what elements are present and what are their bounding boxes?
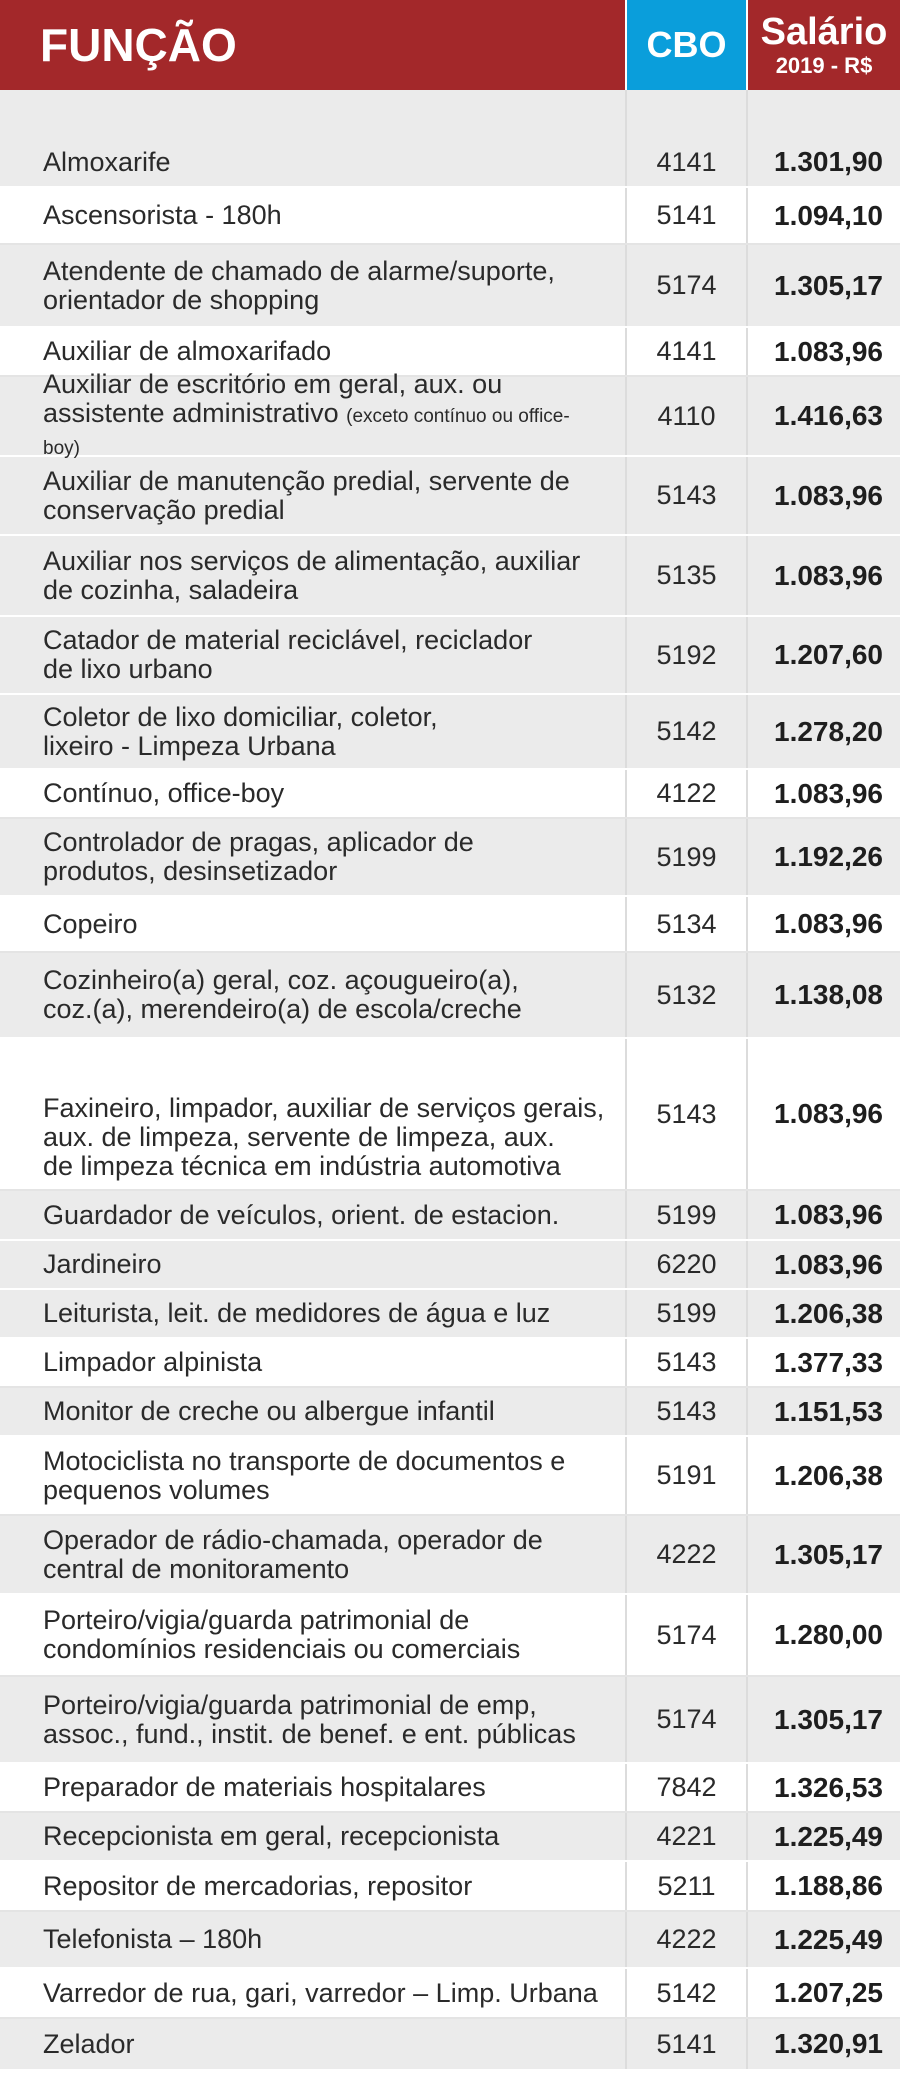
funcao-cell [0,368,627,459]
funcao-text: Leiturista, leit. de medidores de água e luz [43,1298,551,1328]
table-row [0,1969,900,2019]
table-row [0,1677,900,1764]
salario-cell: 1.305,17 [774,269,883,301]
funcao-text: Contínuo, office-boy [43,778,285,808]
cbo-cell: 5142 [627,695,748,768]
salario-cell: 1.151,53 [774,1395,883,1427]
funcao-cell [0,1191,627,1239]
table-row [0,1595,900,1677]
funcao-cell [0,536,627,615]
table-row [0,770,900,819]
table-row [0,2019,900,2071]
header-cbo: CBO [627,0,748,90]
table-row [0,1912,900,1969]
salario-cell: 1.083,96 [774,1199,883,1230]
funcao-cell [0,457,627,534]
salario-cell: 1.278,20 [774,715,883,747]
funcao-text: Auxiliar de almoxarifado [43,336,332,366]
funcao-cell [0,2019,627,2069]
funcao-text: Varredor de rua, gari, varredor – Limp. Urbana [43,1977,598,2008]
cbo-cell: 4141 [627,138,748,186]
funcao-cell [0,897,627,951]
funcao-text: Faxineiro, limpador, auxiliar de serviços gerais, aux. de limpeza, servente de limpeza, aux. de limpeza técnica em indústria automotiva [43,1093,605,1181]
funcao-cell [0,1516,627,1593]
table-row [0,457,900,536]
salario-cell: 1.377,33 [774,1346,883,1378]
funcao-text: Ascensorista - 180h [43,200,282,230]
funcao-cell [0,617,627,693]
table-row [0,536,900,617]
funcao-cell [0,1912,627,1967]
salario-cell: 1.207,25 [774,1977,883,2008]
table-row [0,138,900,188]
funcao-text: Copeiro [43,908,138,939]
salario-cell: 1.206,38 [774,1459,883,1491]
funcao-cell [0,188,627,243]
salario-cell: 1.280,00 [774,1619,883,1650]
cbo-cell: 4122 [627,770,748,817]
cbo-cell: 4141 [627,328,748,375]
salario-cell: 1.305,17 [774,1703,883,1735]
table-row [0,245,900,328]
funcao-text: Auxiliar de manutenção predial, servente de conservação predial [43,465,570,525]
funcao-cell [0,1764,627,1811]
funcao-text: Monitor de creche ou albergue infantil [43,1396,495,1426]
table-row [0,1039,900,1191]
salario-cell: 1.083,96 [774,777,883,809]
cbo-cell: 5192 [627,617,748,693]
salario-cell: 1.301,90 [774,146,883,177]
table-row [0,617,900,695]
funcao-text: Preparador de materiais hospitalares [43,1772,486,1802]
table-row [0,819,900,897]
cbo-cell: 5142 [627,1969,748,2017]
funcao-cell [0,1862,627,1910]
table-row [0,1388,900,1437]
salario-cell: 1.305,17 [774,1538,883,1570]
table-body [0,138,900,2071]
funcao-text: Limpador alpinista [43,1347,263,1377]
cbo-cell: 5135 [627,536,748,615]
salario-cell: 1.326,53 [774,1771,883,1803]
salario-cell: 1.094,10 [774,199,883,231]
funcao-text: Operador de rádio-chamada, operador de central de monitoramento [43,1524,543,1584]
table-row [0,1862,900,1912]
funcao-text: Repositor de mercadorias, repositor [43,1870,473,1901]
funcao-text: Coletor de lixo domiciliar, coletor, lixeiro - Limpeza Urbana [43,701,438,761]
header-salario-title: Salário [760,11,888,53]
salario-cell: 1.225,49 [774,1923,883,1955]
table-row [0,1813,900,1862]
table-row [0,953,900,1039]
header-spacer [0,90,900,138]
salario-cell: 1.138,08 [774,979,883,1010]
table-row [0,1339,900,1388]
cbo-cell: 5141 [627,2019,748,2069]
cbo-cell: 5191 [627,1437,748,1514]
funcao-text: Cozinheiro(a) geral, coz. açougueiro(a), coz.(a), merendeiro(a) de escola/creche [43,965,522,1024]
funcao-cell [0,138,627,186]
funcao-cell [0,1677,627,1762]
cbo-cell: 6220 [627,1241,748,1288]
funcao-text: Guardador de veículos, orient. de estacion. [43,1199,560,1230]
cbo-cell: 4221 [627,1813,748,1860]
salario-cell: 1.207,60 [774,639,883,670]
salario-cell: 1.320,91 [774,2028,883,2059]
salario-cell: 1.083,96 [774,559,883,591]
table-row [0,1241,900,1290]
cbo-cell: 4110 [627,377,748,455]
table-row [0,1290,900,1339]
table-row [0,188,900,245]
table-row [0,695,900,770]
table-row [0,1516,900,1595]
funcao-cell [0,1241,627,1288]
cbo-cell: 5132 [627,953,748,1037]
funcao-text: Jardineiro [43,1249,162,1279]
funcao-text: Auxiliar de escritório em geral, aux. ou assistente administrativo [43,368,503,428]
salario-cell: 1.083,96 [774,335,883,367]
funcao-cell [0,770,627,817]
funcao-cell [0,819,627,895]
funcao-text: Catador de material reciclável, reciclador de lixo urbano [43,625,533,684]
funcao-cell [0,1388,627,1435]
table-row [0,368,900,459]
cbo-cell: 4222 [627,1912,748,1967]
funcao-text: Auxiliar nos serviços de alimentação, auxiliar de cozinha, saladeira [43,545,581,605]
funcao-cell [0,1290,627,1337]
funcao-text: Recepcionista em geral, recepcionista [43,1821,500,1851]
cbo-cell: 5141 [627,188,748,243]
salario-cell: 1.083,96 [774,479,883,511]
cbo-cell: 5174 [627,1677,748,1762]
table-row [0,1437,900,1516]
funcao-note: (exceto contínuo ou office-boy) [43,405,570,459]
cbo-cell: 5174 [627,1595,748,1675]
cbo-cell: 5143 [627,1388,748,1435]
header-funcao: FUNÇÃO [0,0,627,90]
funcao-cell [0,695,627,768]
salario-cell: 1.083,96 [774,908,883,939]
funcao-cell [0,245,627,326]
table-header [0,0,900,90]
funcao-cell [0,1969,627,2017]
table-row [0,1191,900,1241]
cbo-cell: 5143 [627,1339,748,1386]
funcao-cell [0,1813,627,1860]
salario-cell: 1.083,96 [774,1248,883,1280]
funcao-text: Controlador de pragas, aplicador de produtos, desinsetizador [43,827,474,886]
funcao-text: Zelador [43,2028,135,2059]
table-row [0,1764,900,1813]
cbo-cell: 5199 [627,1290,748,1337]
salario-cell: 1.206,38 [774,1297,883,1329]
cbo-cell: 5174 [627,245,748,326]
funcao-text: Almoxarife [43,146,171,177]
salario-cell: 1.188,86 [774,1870,883,1901]
funcao-cell [0,1039,627,1189]
funcao-text: Porteiro/vigia/guarda patrimonial de condomínios residenciais ou comerciais [43,1605,521,1664]
salario-cell: 1.225,49 [774,1820,883,1852]
cbo-cell: 5199 [627,1191,748,1239]
funcao-cell [0,953,627,1037]
cbo-cell: 4222 [627,1516,748,1593]
cbo-cell: 5143 [627,1039,748,1189]
funcao-text: Porteiro/vigia/guarda patrimonial de emp, assoc., fund., instit. de benef. e ent. públicas [43,1689,576,1749]
funcao-text: Atendente de chamado de alarme/suporte, orientador de shopping [43,255,555,315]
cbo-cell: 7842 [627,1764,748,1811]
header-salario-sub: 2019 - R$ [775,53,873,78]
table-row [0,897,900,953]
cbo-cell: 5199 [627,819,748,895]
cbo-cell: 5211 [627,1862,748,1910]
funcao-text: Motociclista no transporte de documentos e pequenos volumes [43,1445,566,1505]
cbo-cell: 5134 [627,897,748,951]
salario-cell: 1.192,26 [774,841,883,872]
salario-cell: 1.416,63 [774,400,883,431]
funcao-cell [0,1595,627,1675]
funcao-cell [0,1437,627,1514]
funcao-cell [0,1339,627,1386]
cbo-cell: 5143 [627,457,748,534]
header-salario [748,0,900,90]
salario-cell: 1.083,96 [774,1098,883,1129]
funcao-text: Telefonista – 180h [43,1924,263,1954]
